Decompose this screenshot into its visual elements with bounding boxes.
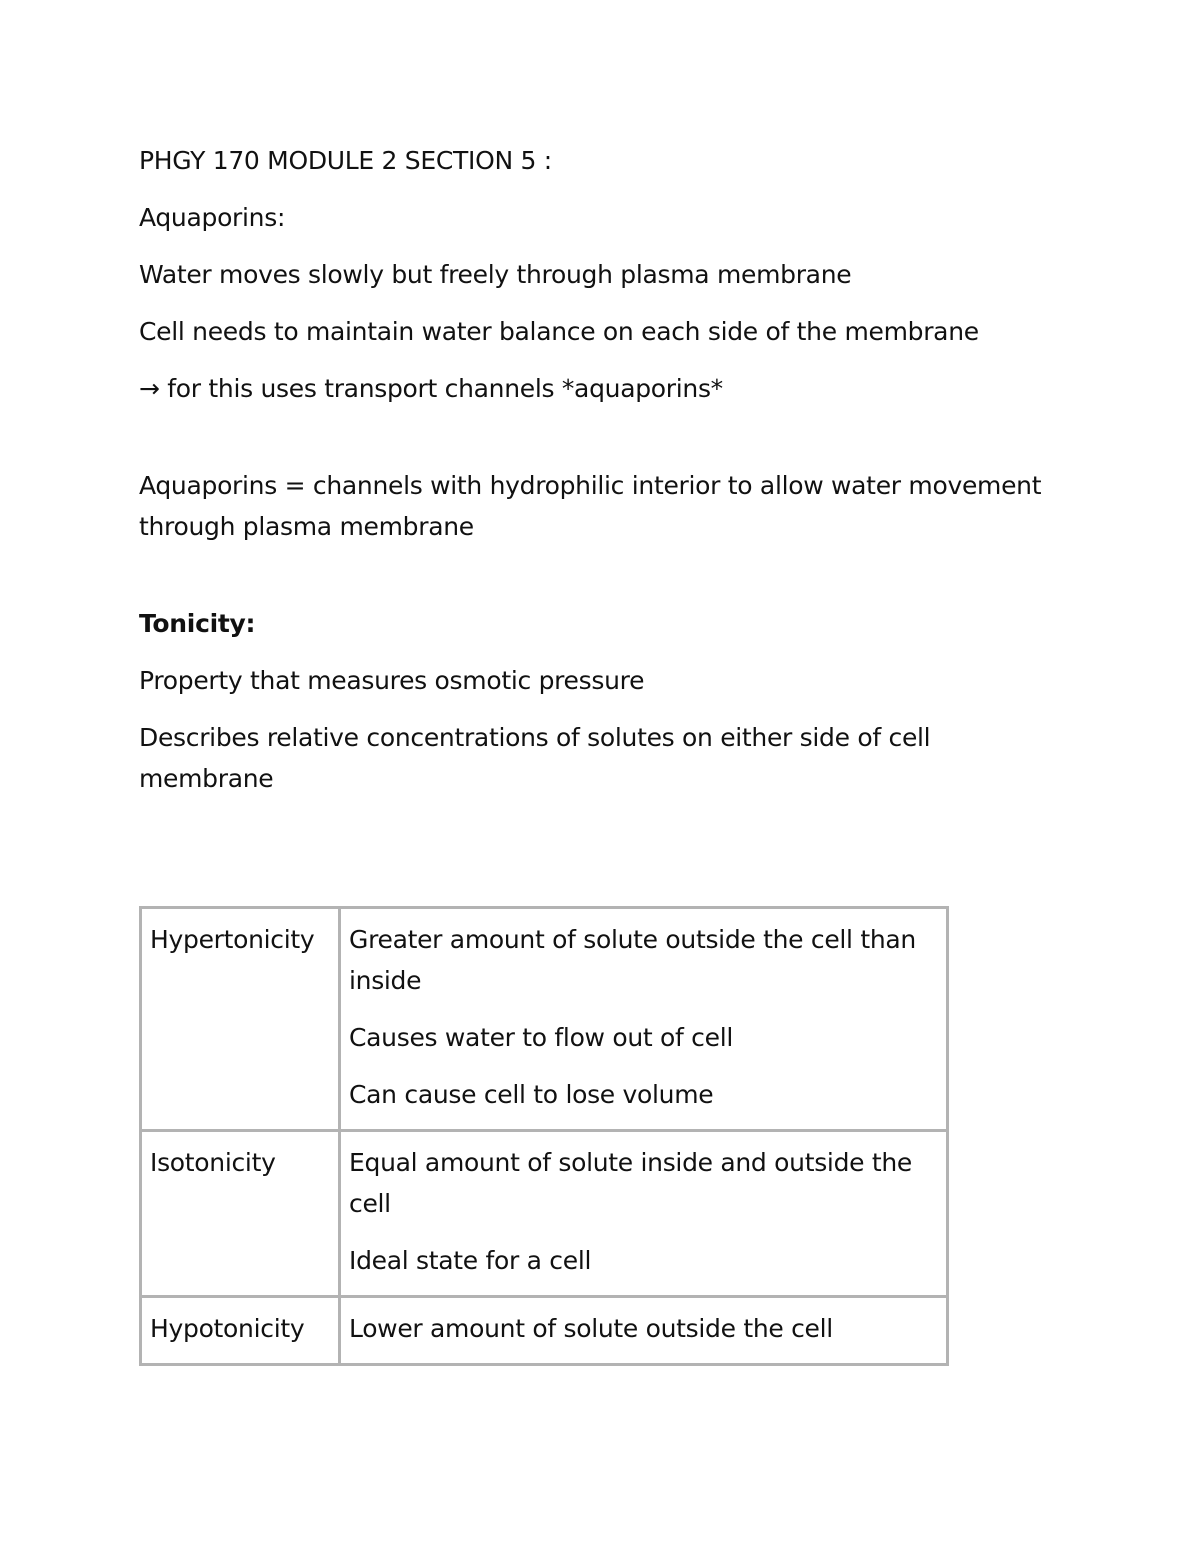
aquaporins-definition: Aquaporins = channels with hydrophilic interior to allow water movement through plasma membrane [139,471,1042,541]
document-title: PHGY 170 MODULE 2 SECTION 5 : [139,146,552,175]
document-body [139,140,1069,815]
term-cell: Hypotonicity [141,1297,340,1365]
description-line: Ideal state for a cell [349,1246,592,1275]
description-line: Equal amount of solute inside and outside the cell [349,1148,912,1218]
aquaporins-line-1: Water moves slowly but freely through plasma membrane [139,260,852,289]
description-cell [340,1131,948,1297]
table-row [141,1131,948,1297]
aquaporins-line-3: → for this uses transport channels *aquaporins* [139,374,723,403]
term-cell: Hypertonicity [141,908,340,1131]
description-cell [340,1297,948,1365]
description-line: Lower amount of solute outside the cell [349,1314,833,1343]
spacer [139,425,1069,465]
term-cell: Isotonicity [141,1131,340,1297]
aquaporins-heading: Aquaporins: [139,203,286,232]
tonicity-heading: Tonicity: [139,609,256,638]
description-line: Can cause cell to lose volume [349,1080,714,1109]
spacer [139,563,1069,603]
aquaporins-line-2: Cell needs to maintain water balance on each side of the membrane [139,317,979,346]
table-row [141,908,948,1131]
tonicity-table [139,906,949,1366]
table-row [141,1297,948,1365]
tonicity-line-1: Property that measures osmotic pressure [139,666,645,695]
description-line: Greater amount of solute outside the cell than inside [349,925,916,995]
tonicity-line-2: Describes relative concentrations of solutes on either side of cell membrane [139,723,931,793]
description-cell [340,908,948,1131]
description-line: Causes water to flow out of cell [349,1023,734,1052]
